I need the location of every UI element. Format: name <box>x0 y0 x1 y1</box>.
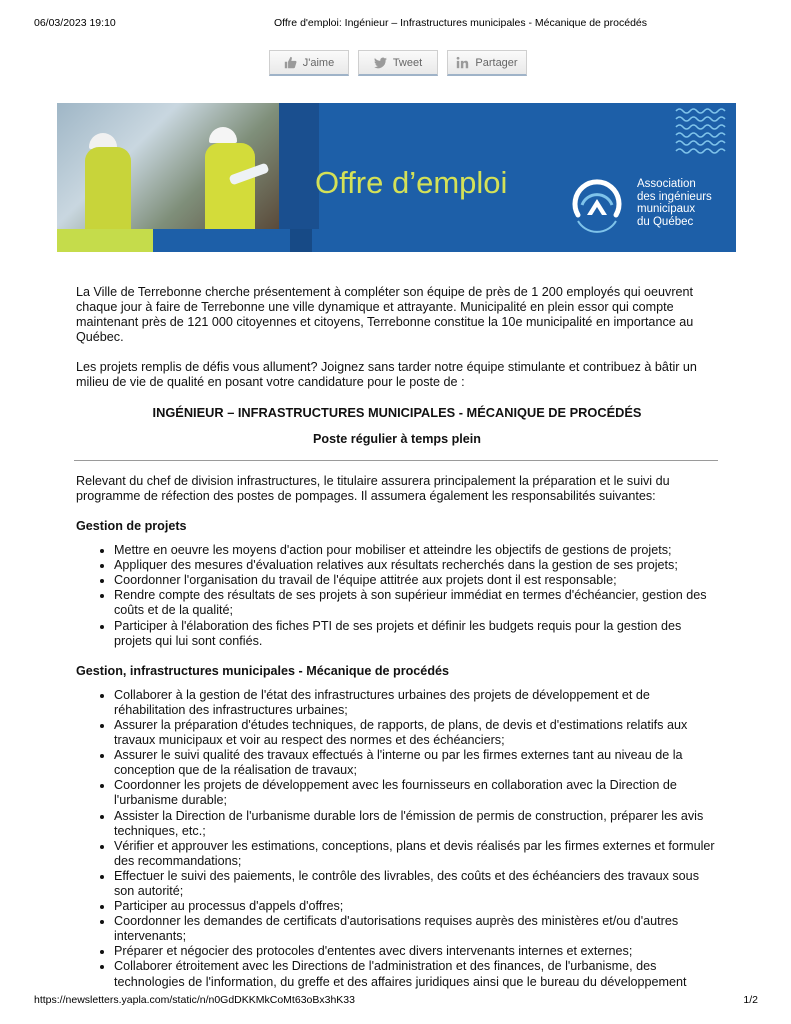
infrastructure-list <box>76 688 718 990</box>
divider <box>74 460 718 461</box>
job-offer-banner <box>57 103 736 252</box>
list-item: • Préparer et négocier des protocoles d'ententes avec divers intervenants internes et externes; <box>114 944 718 959</box>
page-number: 1/2 <box>743 994 758 1006</box>
aimq-logo-icon <box>570 175 624 233</box>
list-item: • Coordonner les demandes de certificats d'autorisations requises auprès des ministères et/ou d'autres intervenants; <box>114 914 718 944</box>
print-datetime: 06/03/2023 19:10 <box>34 17 116 29</box>
share-bar <box>269 50 527 76</box>
section-heading: Gestion de projets <box>76 518 187 533</box>
like-button[interactable] <box>269 50 349 76</box>
intro-paragraph: La Ville de Terrebonne cherche présentement à compléter son équipe de près de 1 200 employés qui oeuvrent chaque jour à faire de Terrebonne une ville dynamique et attrayante. Municipalité en plein essor qui compte maintenant près de 121 000 citoyennes et citoyens, Terrebonne constitue la 10e municipalité en importance au Québec. <box>76 285 694 345</box>
list-item: • Assister la Direction de l'urbanisme durable lors de l'émission de permis de construction, préparer les avis techniques, etc.; <box>114 809 718 839</box>
twitter-bird-icon <box>374 56 387 69</box>
list-item: • Coordonner les projets de développement avec les fournisseurs en collaboration avec la Direction de l'urbanisme durable; <box>114 778 718 808</box>
like-label: J'aime <box>302 56 335 69</box>
section-heading: Gestion, infrastructures municipales - Mécanique de procédés <box>76 663 450 678</box>
linkedin-icon <box>456 56 469 69</box>
summary-paragraph: Relevant du chef de division infrastructures, le titulaire assurera principalement la préparation et le suivi du programme de réfection des postes de pompages. Il assumera également les responsabilités suivantes: <box>76 473 670 503</box>
association-line: du Québec <box>637 215 694 228</box>
project-management-list <box>76 543 718 649</box>
list-item: • Collaborer à la gestion de l'état des infrastructures urbaines des projets de développement et de réhabilitation des infrastructures urbaines; <box>114 688 718 718</box>
list-item: • Appliquer des mesures d'évaluation relatives aux résultats recherchés dans la gestion de ses projets; <box>114 558 718 573</box>
share-label: Partager <box>475 56 518 69</box>
list-item: • Participer au processus d'appels d'offres; <box>114 899 718 914</box>
banner-headline: Offre d’emploi <box>315 165 508 200</box>
job-description <box>76 285 718 990</box>
job-title: INGÉNIEUR – INFRASTRUCTURES MUNICIPALES - MÉCANIQUE DE PROCÉDÉS <box>152 404 642 420</box>
list-item: • Vérifier et approuver les estimations, conceptions, plans et devis réalisés par les firmes externes et formuler des recommandations; <box>114 839 718 869</box>
tweet-button[interactable] <box>358 50 438 76</box>
wave-pattern-icon <box>674 105 730 157</box>
print-title: Offre d'emploi: Ingénieur – Infrastructures municipales - Mécanique de procédés <box>274 17 648 29</box>
list-item: • Effectuer le suivi des paiements, le contrôle des livrables, des coûts et des échéanciers des travaux sous son autorité; <box>114 869 718 899</box>
list-item: • Assurer le suivi qualité des travaux effectués à l'interne ou par les firmes externes tant au niveau de la conception que de la réalisation de travaux; <box>114 748 718 778</box>
association-line: Association <box>637 178 696 190</box>
list-item: • Assurer la préparation d'études techniques, de rapports, de plans, de devis et d'estimations relatifs aux travaux municipaux et voir au respect des normes et des échéanciers; <box>114 718 718 748</box>
thumbs-up-icon <box>284 56 297 69</box>
invite-paragraph: Les projets remplis de défis vous allument? Joignez sans tarder notre équipe stimulante et contribuez à bâtir un milieu de vie de qualité en posant votre candidature pour le poste de : <box>76 360 697 390</box>
association-line: des ingénieurs <box>637 190 712 203</box>
association-name <box>637 178 712 228</box>
association-line: municipaux <box>637 203 696 215</box>
list-item: • Participer à l'élaboration des fiches PTI de ses projets et définir les budgets requis pour la gestion des projets qui lui sont confiés. <box>114 619 718 649</box>
tweet-label: Tweet <box>392 56 423 69</box>
list-item: • Rendre compte des résultats de ses projets à son supérieur immédiat en termes d'échéancier, gestion des coûts et de la qualité; <box>114 588 718 618</box>
print-footer-url: https://newsletters.yapla.com/static/n/n0GdDKKMkCoMt63oBx3hK33 <box>34 994 355 1006</box>
list-item: • Mettre en oeuvre les moyens d'action pour mobiliser et atteindre les objectifs de gestions de projets; <box>114 543 718 558</box>
linkedin-share-button[interactable] <box>447 50 527 76</box>
job-type: Poste régulier à temps plein <box>313 431 481 446</box>
list-item: • Collaborer étroitement avec les Directions de l'administration et des finances, de l'urbanisme, des technologies de l'information, du greffe et des affaires juridiques ainsi que le bureau du développement <box>114 959 718 989</box>
list-item: • Coordonner l'organisation du travail de l'équipe attitrée aux projets dont il est responsable; <box>114 573 718 588</box>
engineers-handshake-photo <box>57 103 279 229</box>
